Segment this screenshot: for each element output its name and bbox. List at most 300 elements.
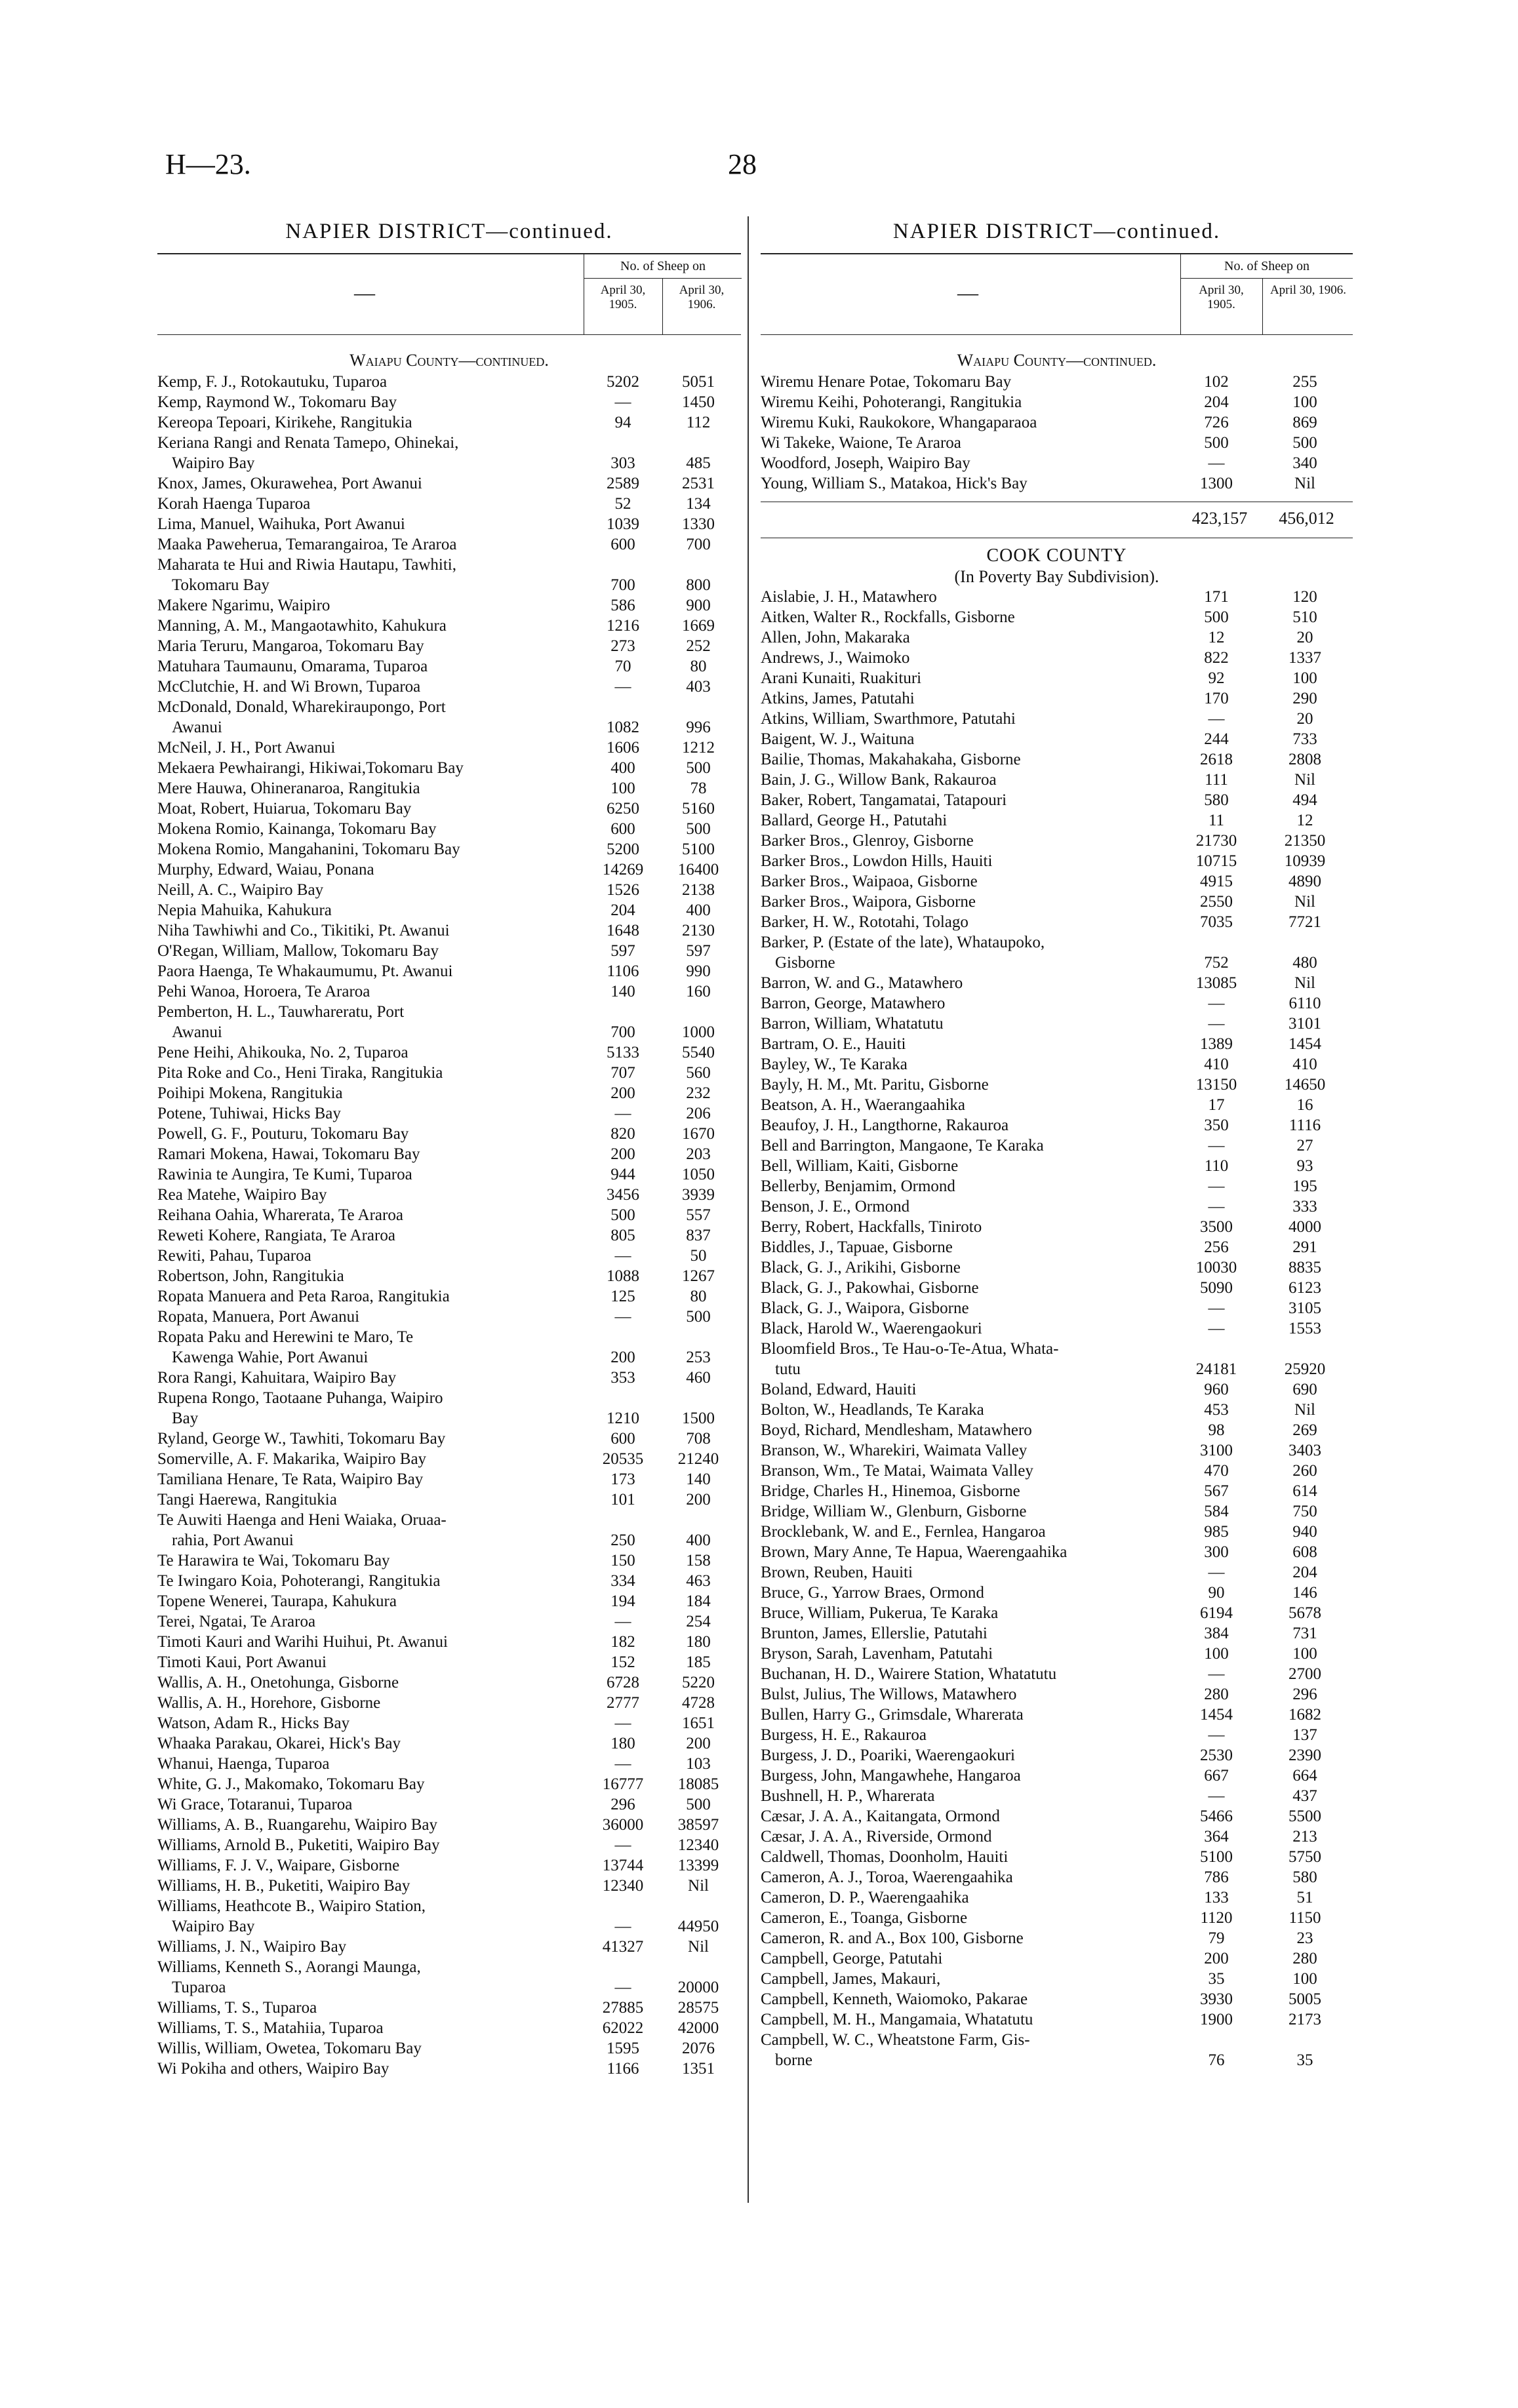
table-row	[157, 1652, 741, 1672]
owner-name: Nepia Mahuika, Kahukura	[157, 901, 332, 919]
table-row	[761, 1623, 1353, 1644]
sheep-1905: 244	[1204, 730, 1229, 748]
owner-name: Benson, J. E., Ormond	[761, 1198, 910, 1215]
sheep-1906: 100	[1292, 393, 1317, 411]
table-row	[157, 1693, 741, 1713]
sheep-1906: 5005	[1288, 1990, 1321, 2008]
owner-name: Ropata Paku and Herewini te Maro, Te	[157, 1328, 414, 1346]
table-row	[157, 941, 741, 961]
table-row	[157, 1063, 741, 1083]
table-row	[761, 1969, 1353, 1989]
table-row	[761, 627, 1353, 648]
table-row	[761, 688, 1353, 709]
sheep-1905: 41327	[602, 1938, 644, 1956]
table-row	[157, 1124, 741, 1144]
sheep-1905: 6728	[607, 1674, 639, 1691]
sheep-1906: 140	[686, 1470, 711, 1488]
sheep-1906: 7721	[1288, 913, 1321, 931]
owner-name: Watson, Adam R., Hicks Bay	[157, 1714, 350, 1732]
sheep-1906: 2531	[682, 475, 715, 492]
waiapu-rows	[761, 372, 1353, 494]
sheep-1906: 510	[1292, 608, 1317, 626]
sheep-1906: 500	[1292, 434, 1317, 452]
table-row	[761, 1481, 1353, 1501]
sheep-1905: 4915	[1200, 873, 1233, 890]
table-row	[761, 973, 1353, 993]
owner-name-continued: tutu	[775, 1360, 801, 1378]
table-row	[761, 1603, 1353, 1623]
table-row	[761, 1806, 1353, 1826]
sheep-1905: 256	[1204, 1238, 1229, 1256]
owner-name: Lima, Manuel, Waihuka, Port Awanui	[157, 515, 405, 533]
table-row	[157, 1937, 741, 1957]
cook-county-title: COOK COUNTY	[986, 545, 1127, 566]
table-row	[761, 473, 1353, 494]
owner-name: Rora Rangi, Kahuitara, Waipiro Bay	[157, 1369, 397, 1387]
table-row	[157, 819, 741, 839]
table-row	[157, 412, 741, 433]
sheep-1906: 690	[1292, 1381, 1317, 1398]
sheep-1905: —	[1208, 1015, 1225, 1033]
sheep-1905: —	[1208, 710, 1225, 728]
sheep-1906: 51	[1296, 1889, 1313, 1906]
owner-name: Williams, T. S., Tuparoa	[157, 1999, 317, 2017]
owner-name: Andrews, J., Waimoko	[761, 649, 910, 667]
owner-name: Te Iwingaro Koia, Pohoterangi, Rangitukia	[157, 1572, 441, 1590]
sheep-1906: 1651	[682, 1714, 715, 1732]
owner-name: Whanui, Haenga, Tuparoa	[157, 1755, 330, 1773]
table-row	[761, 1461, 1353, 1481]
table-row	[157, 859, 741, 880]
sheep-1905: 786	[1204, 1868, 1229, 1886]
sheep-1905: 1216	[607, 617, 639, 635]
sheep-1905: 700	[610, 1023, 635, 1041]
sheep-1906: 1330	[682, 515, 715, 533]
sheep-1905: 14269	[602, 861, 644, 878]
sheep-1906: 3101	[1288, 1015, 1321, 1033]
owner-name: Bushnell, H. P., Wharerata	[761, 1787, 935, 1805]
owner-name: Whaaka Parakau, Okarei, Hick's Bay	[157, 1735, 401, 1752]
sheep-1905: —	[614, 1918, 631, 1935]
sheep-1905: 1454	[1200, 1706, 1233, 1724]
sheep-1906: 50	[690, 1247, 707, 1265]
owner-name: Mekaera Pewhairangi, Hikiwai,Tokomaru Bay	[157, 759, 464, 777]
sheep-1905: 171	[1204, 588, 1229, 606]
sheep-1905: 1210	[607, 1410, 639, 1427]
table-row	[761, 1379, 1353, 1400]
table-row	[761, 810, 1353, 831]
sheep-1905: 410	[1204, 1056, 1229, 1073]
owner-name: Poihipi Mokena, Rangitukia	[157, 1084, 343, 1102]
sheep-1906: 557	[686, 1206, 711, 1224]
sheep-1905: 200	[610, 1145, 635, 1163]
owner-name: Topene Wenerei, Taurapa, Kahukura	[157, 1592, 397, 1610]
sheep-1905: 12	[1208, 629, 1225, 646]
table-row	[157, 1246, 741, 1266]
sheep-1905: 110	[1204, 1157, 1229, 1175]
owner-name: Boyd, Richard, Mendlesham, Matawhero	[761, 1421, 1032, 1439]
table-row	[761, 1095, 1353, 1115]
owner-name: Matuhara Taumaunu, Omarama, Tuparoa	[157, 658, 428, 675]
table-row	[157, 1185, 741, 1205]
sheep-1905: —	[1208, 1299, 1225, 1317]
owner-name: Wi Takeke, Waione, Te Araroa	[761, 434, 961, 452]
table-row	[157, 1164, 741, 1185]
sheep-1905: 27885	[602, 1999, 644, 2017]
owner-name: Kereopa Tepoari, Kirikehe, Rangitukia	[157, 414, 412, 431]
sheep-1906: 403	[686, 678, 711, 696]
sheep-1906: 5220	[682, 1674, 715, 1691]
owner-name: Woodford, Joseph, Waipiro Bay	[761, 454, 970, 472]
table-row	[761, 1684, 1353, 1705]
table-row	[761, 749, 1353, 770]
sheep-1906: 23	[1296, 1929, 1313, 1947]
sheep-1906: 1450	[682, 393, 715, 411]
sheep-1905: 453	[1204, 1401, 1229, 1419]
sheep-1906: 25920	[1284, 1360, 1326, 1378]
left-table-body	[157, 335, 741, 2079]
sheep-1906: 100	[1292, 669, 1317, 687]
owner-name: Wiremu Kuki, Raukokore, Whangaparaoa	[761, 414, 1037, 431]
cook-county-subtitle: (In Poverty Bay Subdivision).	[954, 567, 1159, 586]
table-header	[761, 253, 1353, 335]
sheep-1906: 1050	[682, 1166, 715, 1183]
table-row	[157, 534, 741, 555]
table-row	[761, 1298, 1353, 1318]
table-row	[157, 677, 741, 697]
sheep-1906: 2808	[1288, 751, 1321, 768]
sheep-1905: 500	[1204, 608, 1229, 626]
owner-name: Barker Bros., Waipora, Gisborne	[761, 893, 976, 911]
sheep-1906: 20	[1296, 710, 1313, 728]
sheep-1905: 820	[610, 1125, 635, 1143]
sheep-1905: 334	[610, 1572, 635, 1590]
owner-name: White, G. J., Makomako, Tokomaru Bay	[157, 1775, 425, 1793]
table-row	[157, 1733, 741, 1754]
table-row	[761, 2030, 1353, 2070]
sheep-1905: 1106	[607, 962, 639, 980]
table-row	[157, 1611, 741, 1632]
sheep-1906: 4728	[682, 1694, 715, 1712]
sheep-1906: 940	[1292, 1523, 1317, 1541]
table-row	[761, 1928, 1353, 1948]
sheep-1906: 614	[1292, 1482, 1317, 1500]
table-row	[761, 1217, 1353, 1237]
sheep-1905: 200	[610, 1084, 635, 1102]
table-row	[761, 1725, 1353, 1745]
sheep-1905: 726	[1204, 414, 1229, 431]
sheep-1906: 400	[686, 901, 711, 919]
sheep-1906: 2173	[1288, 2011, 1321, 2028]
owner-name: Campbell, W. C., Wheatstone Farm, Gis-	[761, 2031, 1030, 2049]
sheep-1905: 580	[1204, 791, 1229, 809]
table-row	[761, 1542, 1353, 1562]
owner-name-continued: Kawenga Wahie, Port Awanui	[172, 1349, 369, 1366]
page-number: 28	[728, 148, 757, 180]
sheep-1905: 180	[610, 1735, 635, 1752]
owner-name: Barker, P. (Estate of the late), Whataupoko,	[761, 934, 1045, 951]
owner-name: Williams, Kenneth S., Aorangi Maunga,	[157, 1958, 421, 1976]
table-row	[157, 372, 741, 392]
sheep-1906: 560	[686, 1064, 711, 1082]
table-row	[157, 1510, 741, 1550]
sheep-1905: 24181	[1195, 1360, 1237, 1378]
sheep-1906: 14650	[1284, 1076, 1326, 1094]
sheep-1906: 2700	[1288, 1665, 1321, 1683]
table-row	[761, 1054, 1353, 1075]
owner-name: Powell, G. F., Pouturu, Tokomaru Bay	[157, 1125, 409, 1143]
sheep-1906: 437	[1292, 1787, 1317, 1805]
sheep-1905: —	[1208, 454, 1225, 472]
sheep-1905: —	[614, 1979, 631, 1996]
sheep-1905: 600	[610, 820, 635, 838]
sheep-1906: 5678	[1288, 1604, 1321, 1622]
sheep-1905: 140	[610, 983, 635, 1000]
owner-name-continued: Bay	[172, 1410, 199, 1427]
owner-name: Wi Pokiha and others, Waipiro Bay	[157, 2060, 389, 2078]
sheep-1906: 990	[686, 962, 711, 980]
table-row	[761, 1318, 1353, 1339]
sheep-1906: 80	[690, 658, 707, 675]
owner-name: Tamiliana Henare, Te Rata, Waipiro Bay	[157, 1470, 424, 1488]
sheep-1905: 1648	[607, 922, 639, 939]
owner-name: Ramari Mokena, Hawai, Tokomaru Bay	[157, 1145, 420, 1163]
table-row	[761, 1644, 1353, 1664]
owner-name: Barker Bros., Lowdon Hills, Hauiti	[761, 852, 993, 870]
owner-name: Buchanan, H. D., Wairere Station, Whatatutu	[761, 1665, 1057, 1683]
sheep-1905: 170	[1204, 690, 1229, 707]
sheep-1905: 2550	[1200, 893, 1233, 911]
table-row	[761, 912, 1353, 932]
table-row	[157, 1591, 741, 1611]
owner-name-continued: Tuparoa	[172, 1979, 226, 1996]
sheep-1906: 12340	[677, 1836, 719, 1854]
owner-name: Barker Bros., Glenroy, Gisborne	[761, 832, 974, 850]
owner-name: Williams, A. B., Ruangarehu, Waipiro Bay	[157, 1816, 438, 1834]
sheep-1906: Nil	[1294, 475, 1315, 492]
sheep-1906: Nil	[688, 1877, 709, 1895]
sheep-1906: 1116	[1288, 1116, 1321, 1134]
table-row	[761, 1257, 1353, 1278]
owner-name: Baker, Robert, Tangamatai, Tatapouri	[761, 791, 1007, 809]
sheep-1906: 3403	[1288, 1442, 1321, 1459]
table-row	[157, 1632, 741, 1652]
table-row	[761, 993, 1353, 1014]
table-row	[761, 587, 1353, 607]
sheep-1906: 44950	[677, 1918, 719, 1935]
table-row	[761, 372, 1353, 392]
sheep-1905: 204	[1204, 393, 1229, 411]
owner-name: Timoti Kaui, Port Awanui	[157, 1653, 327, 1671]
owner-name: Cæsar, J. A. A., Kaitangata, Ormond	[761, 1807, 1000, 1825]
owner-name: Potene, Tuhiwai, Hicks Bay	[157, 1105, 341, 1122]
sheep-1906: 134	[686, 495, 711, 513]
sheep-1905: 273	[610, 637, 635, 655]
owner-name: Terei, Ngatai, Te Araroa	[157, 1613, 316, 1630]
table-row	[761, 433, 1353, 453]
sheep-1906: 232	[686, 1084, 711, 1102]
sheep-1905: 707	[610, 1064, 635, 1082]
sheep-1905: 13744	[602, 1857, 644, 1874]
sheep-1905: 100	[1204, 1645, 1229, 1663]
owner-name: Williams, H. B., Puketiti, Waipiro Bay	[157, 1877, 410, 1895]
sheep-1905: —	[614, 393, 631, 411]
owner-name: Bayly, H. M., Mt. Paritu, Gisborne	[761, 1076, 989, 1094]
sheep-1905: —	[1208, 1726, 1225, 1744]
owner-name: Campbell, George, Patutahi	[761, 1950, 943, 1967]
date-1906-header: April 30, 1906.	[1269, 283, 1347, 297]
table-row	[761, 1908, 1353, 1928]
sheep-1906: 1000	[682, 1023, 715, 1041]
table-row	[761, 1339, 1353, 1379]
table-row	[761, 851, 1353, 871]
date-1905-header: April 30, 1905.	[1199, 283, 1244, 311]
owner-name: Bryson, Sarah, Lavenham, Patutahi	[761, 1645, 993, 1663]
owner-name: O'Regan, William, Mallow, Tokomaru Bay	[157, 942, 439, 960]
sheep-1905: 470	[1204, 1462, 1229, 1480]
owner-name: Williams, T. S., Matahiia, Tuparoa	[157, 2019, 384, 2037]
owner-name: Branson, Wm., Te Matai, Waimata Valley	[761, 1462, 1033, 1480]
sheep-1906: 900	[686, 597, 711, 614]
table-row	[157, 778, 741, 799]
sheep-1906: 664	[1292, 1767, 1317, 1785]
sheep-1906: 206	[686, 1105, 711, 1122]
sheep-1905: —	[614, 1613, 631, 1630]
sheep-1905: 384	[1204, 1625, 1229, 1642]
owner-name: Young, William S., Matakoa, Hick's Bay	[761, 475, 1028, 492]
sheep-1905: 94	[614, 414, 631, 431]
sheep-1905: 1082	[607, 719, 639, 736]
sheep-1905: 500	[610, 1206, 635, 1224]
sheep-1905: 150	[610, 1552, 635, 1569]
table-row	[761, 1948, 1353, 1969]
sheep-1905: 6250	[607, 800, 639, 818]
table-row	[761, 1867, 1353, 1887]
sheep-1906: 580	[1292, 1868, 1317, 1886]
table-row	[157, 1794, 741, 1815]
table-row	[761, 1400, 1353, 1420]
owner-name: Makere Ngarimu, Waipiro	[157, 597, 330, 614]
sheep-1905: 13085	[1195, 974, 1237, 992]
sheep-1906: 708	[686, 1430, 711, 1448]
table-row	[157, 1815, 741, 1835]
sheep-1905: 10715	[1195, 852, 1237, 870]
sheep-1905: 1900	[1200, 2011, 1233, 2028]
sheep-1905: 600	[610, 536, 635, 553]
owner-name: Ropata Manuera and Peta Raroa, Rangitukia	[157, 1288, 450, 1305]
owner-name: Brunton, James, Ellerslie, Patutahi	[761, 1625, 988, 1642]
table-row	[761, 1115, 1353, 1135]
sheep-1906: 146	[1292, 1584, 1317, 1602]
owner-name: Mokena Romio, Kainanga, Tokomaru Bay	[157, 820, 437, 838]
owner-name: Atkins, William, Swarthmore, Patutahi	[761, 710, 1016, 728]
sheep-1905: 5090	[1200, 1279, 1233, 1297]
sheep-1906: 996	[686, 719, 711, 736]
name-col-header: —	[957, 281, 978, 304]
table-row	[157, 595, 741, 616]
table-row	[157, 1103, 741, 1124]
sheep-1906: 35	[1296, 2051, 1313, 2069]
owner-name: Black, Harold W., Waerengaokuri	[761, 1320, 982, 1337]
sheep-1905: 5200	[607, 840, 639, 858]
date-1905-header: April 30, 1905.	[600, 283, 646, 311]
sheep-1906: 2076	[682, 2040, 715, 2057]
sheep-1905: 700	[610, 576, 635, 594]
table-row	[761, 2009, 1353, 2030]
sheep-1906: 608	[1292, 1543, 1317, 1561]
sheep-1906: 200	[686, 1491, 711, 1509]
owner-name: Barker Bros., Waipaoa, Gisborne	[761, 873, 978, 890]
owner-name: Pene Heihi, Ahikouka, No. 2, Tuparoa	[157, 1044, 409, 1061]
owner-name: Bayley, W., Te Karaka	[761, 1056, 908, 1073]
owner-name-continued: Tokomaru Bay	[172, 576, 270, 594]
sheep-1906: 463	[686, 1572, 711, 1590]
table-row	[157, 2018, 741, 2038]
sheep-1906: 203	[686, 1145, 711, 1163]
sheep-1906: 1682	[1288, 1706, 1321, 1724]
table-row	[157, 636, 741, 656]
sheep-1906: 28575	[677, 1999, 719, 2017]
sheep-1906: 12	[1296, 812, 1313, 829]
table-row	[157, 1835, 741, 1855]
sheep-1905: 1595	[607, 2040, 639, 2057]
table-row	[157, 555, 741, 595]
owner-name: Pemberton, H. L., Tauwhareratu, Port	[157, 1003, 405, 1021]
sheep-1905: 5100	[1200, 1848, 1233, 1866]
sheep-1905: —	[614, 1105, 631, 1122]
table-row	[761, 1237, 1353, 1257]
sheep-1905: 76	[1208, 2051, 1225, 2069]
sheep-1905: 111	[1205, 771, 1228, 789]
sheep-1906: 2130	[682, 922, 715, 939]
sheep-1905: 5466	[1200, 1807, 1233, 1825]
sheep-1906: 200	[686, 1735, 711, 1752]
sheep-1905: —	[1208, 1137, 1225, 1155]
table-row	[761, 1705, 1353, 1725]
table-row	[761, 1075, 1353, 1095]
owner-name: Te Harawira te Wai, Tokomaru Bay	[157, 1552, 390, 1569]
sheep-1905: 92	[1208, 669, 1225, 687]
owner-name: Barker, H. W., Rototahi, Tolago	[761, 913, 969, 931]
sheep-1906: 340	[1292, 454, 1317, 472]
table-row	[157, 758, 741, 778]
sheep-1906: 5500	[1288, 1807, 1321, 1825]
sheep-1906: 5750	[1288, 1848, 1321, 1866]
table-row	[157, 1042, 741, 1063]
table-row	[761, 1420, 1353, 1440]
sheep-1906: 100	[1292, 1970, 1317, 1988]
sheep-1905: 805	[610, 1227, 635, 1244]
sheep-1905: 21730	[1195, 832, 1237, 850]
sheep-1905: 1039	[607, 515, 639, 533]
sheep-1905: 10030	[1195, 1259, 1237, 1276]
owner-name: Atkins, James, Patutahi	[761, 690, 915, 707]
sheep-1906: 485	[686, 454, 711, 472]
sheep-1905: 1088	[607, 1267, 639, 1285]
owner-name: Bell, William, Kaiti, Gisborne	[761, 1157, 959, 1175]
owner-name: Caldwell, Thomas, Doonholm, Hauiti	[761, 1848, 1009, 1866]
owner-name-continued: Waipiro Bay	[172, 1918, 255, 1935]
owner-name: Kemp, F. J., Rotokautuku, Tuparoa	[157, 373, 388, 391]
owner-name: Bruce, William, Pukerua, Te Karaka	[761, 1604, 999, 1622]
sheep-1906: 1553	[1288, 1320, 1321, 1337]
table-row	[157, 1449, 741, 1469]
sheep-1905: 52	[614, 495, 631, 513]
date-1906-header: April 30, 1906.	[679, 283, 725, 311]
sheep-1906: 180	[686, 1633, 711, 1651]
owner-name: Bailie, Thomas, Makahakaha, Gisborne	[761, 751, 1021, 768]
sheep-1905: —	[1208, 1564, 1225, 1581]
